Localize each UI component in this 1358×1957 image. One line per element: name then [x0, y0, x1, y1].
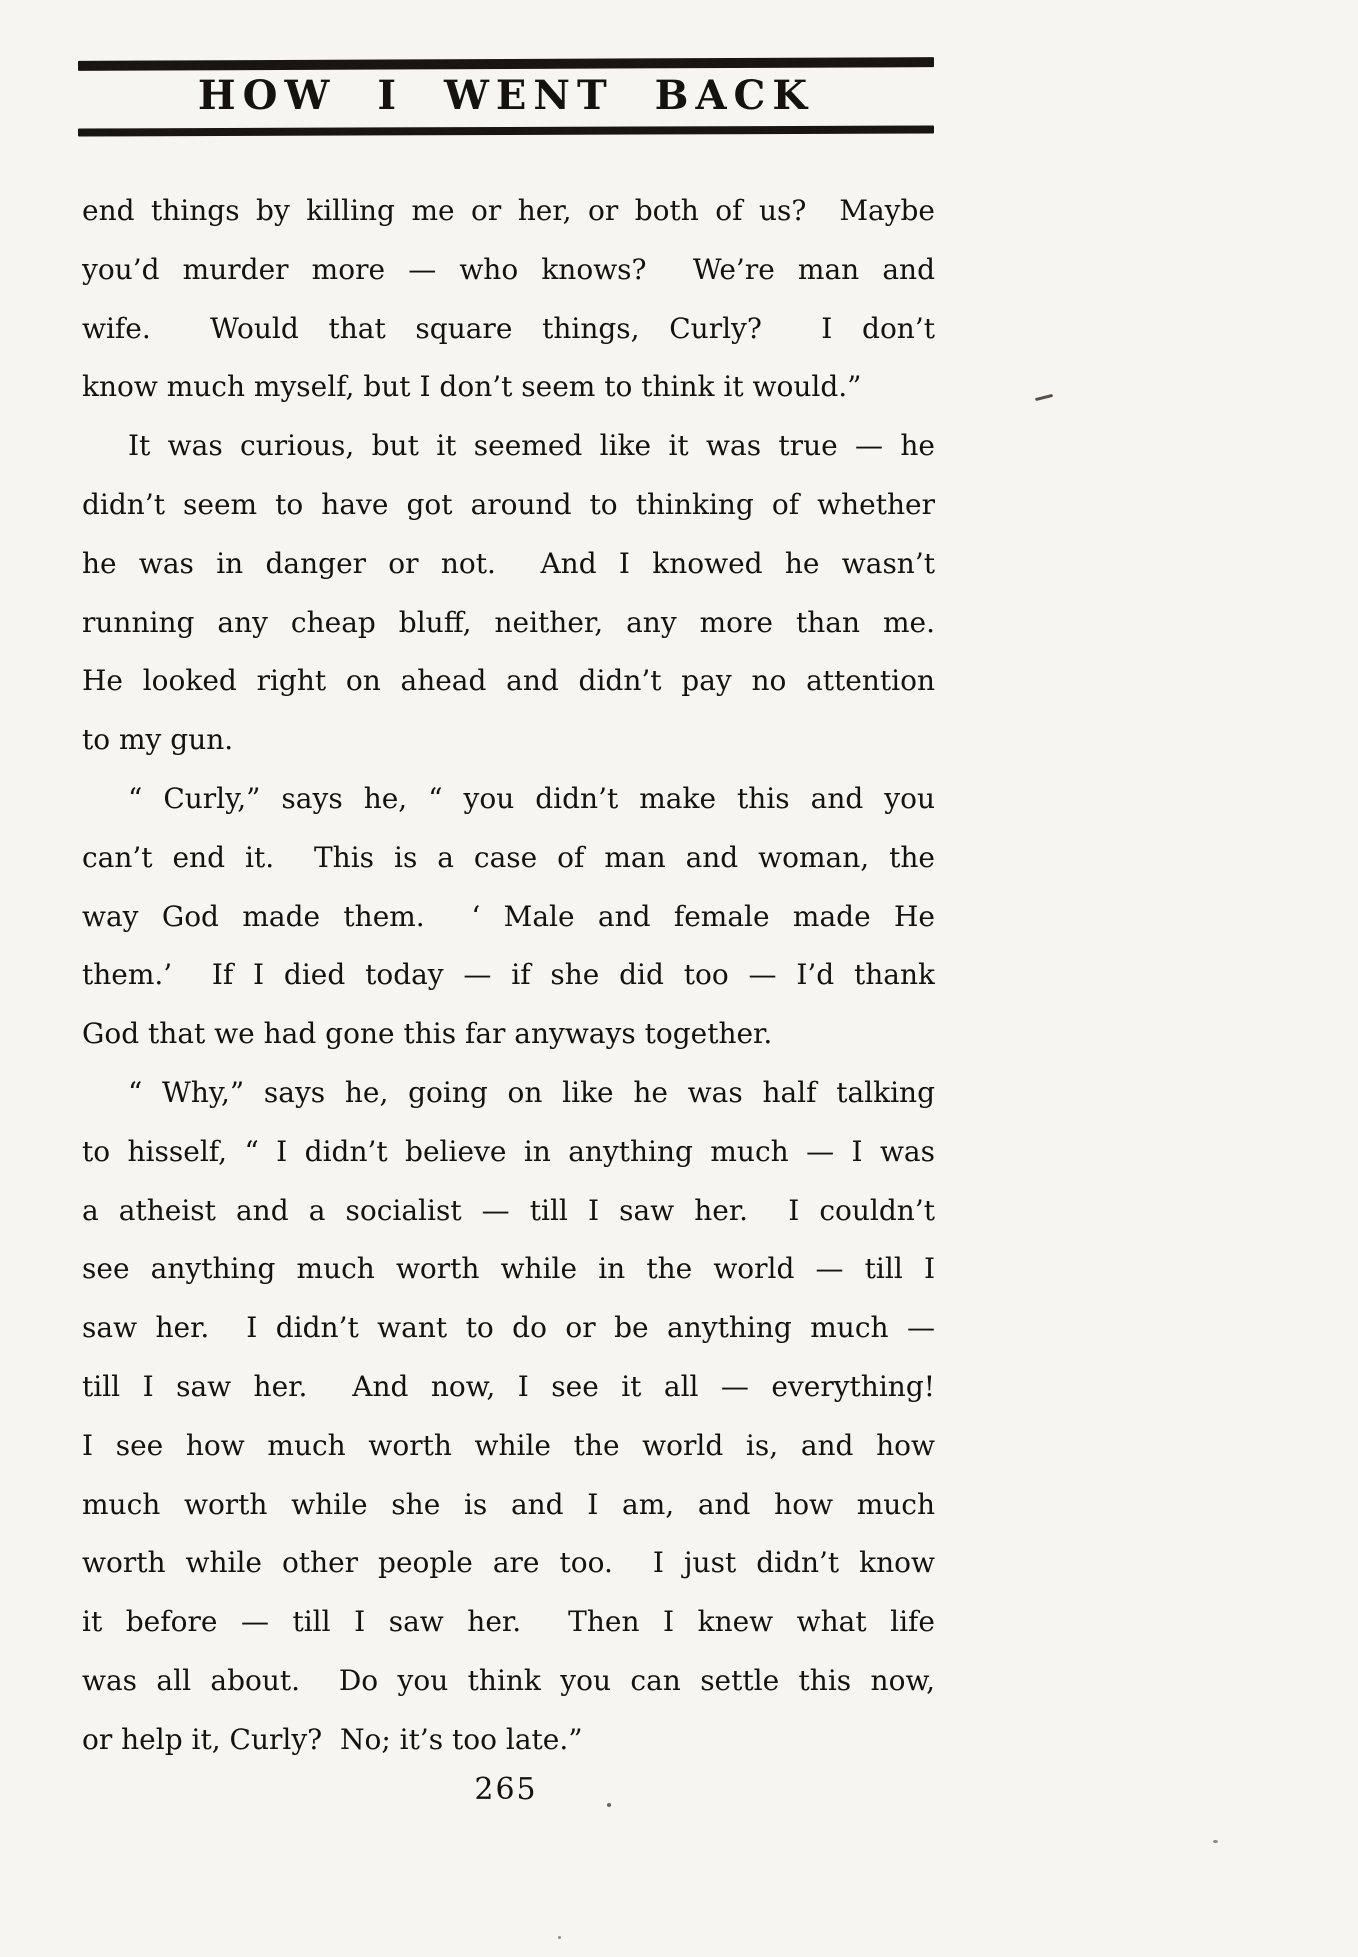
page-number: 265 [474, 1772, 538, 1807]
scan-artifact [1213, 1840, 1218, 1843]
text-line: till I saw her. And now, I see it all — everything! [82, 1369, 935, 1403]
text-line: can’t end it. This is a case of man and woman, the [82, 840, 935, 874]
header-rule-top [78, 57, 934, 71]
text-line: end things by killing me or her, or both of us? Maybe [82, 194, 935, 227]
text-line: it before — till I saw her. Then I knew what life [82, 1605, 935, 1639]
text-line: much worth while she is and I am, and how much [82, 1487, 935, 1521]
text-line: way God made them. ‘ Male and female made He [82, 899, 935, 933]
text-line: know much myself, but I don’t seem to think it would.” [82, 370, 862, 404]
text-line: He looked right on ahead and didn’t pay no attention [82, 664, 935, 698]
scan-artifact [1035, 394, 1053, 401]
text-line: wife. Would that square things, Curly? I don’t [82, 311, 935, 345]
text-line: a atheist and a socialist — till I saw her. I couldn’t [82, 1193, 935, 1227]
text-line: didn’t seem to have got around to thinking of whether [82, 487, 935, 521]
text-line: It was curious, but it seemed like it was true — he [128, 429, 935, 463]
text-line: you’d murder more — who knows? We’re man and [82, 252, 935, 286]
text-line: was all about. Do you think you can settle this now, [82, 1663, 935, 1697]
text-line: he was in danger or not. And I knowed he wasn’t [82, 546, 935, 580]
text-line: worth while other people are too. I just didn’t know [82, 1546, 935, 1580]
text-line: God that we had gone this far anyways together. [82, 1017, 773, 1051]
text-line: I see how much worth while the world is, and how [82, 1428, 935, 1462]
text-line: “ Curly,” says he, “ you didn’t make this and you [128, 781, 935, 815]
scan-artifact [558, 1936, 561, 1939]
text-line: running any cheap bluff, neither, any more than me. [82, 605, 935, 639]
text-line: to hisself, “ I didn’t believe in anything much — I was [82, 1134, 935, 1168]
text-line: see anything much worth while in the world — till I [82, 1252, 935, 1286]
text-line: to my gun. [82, 723, 234, 757]
body-text [82, 182, 935, 1770]
text-line: them.’ If I died today — if she did too — I’d thank [82, 958, 935, 992]
text-line: saw her. I didn’t want to do or be anything much — [82, 1311, 935, 1345]
text-line: or help it, Curly? No; it’s too late.” [82, 1722, 583, 1756]
scan-artifact [607, 1803, 611, 1807]
text-line: “ Why,” says he, going on like he was half talking [128, 1075, 935, 1109]
header-rule-bottom [78, 126, 934, 137]
page-title: HOW I WENT BACK [197, 72, 815, 119]
